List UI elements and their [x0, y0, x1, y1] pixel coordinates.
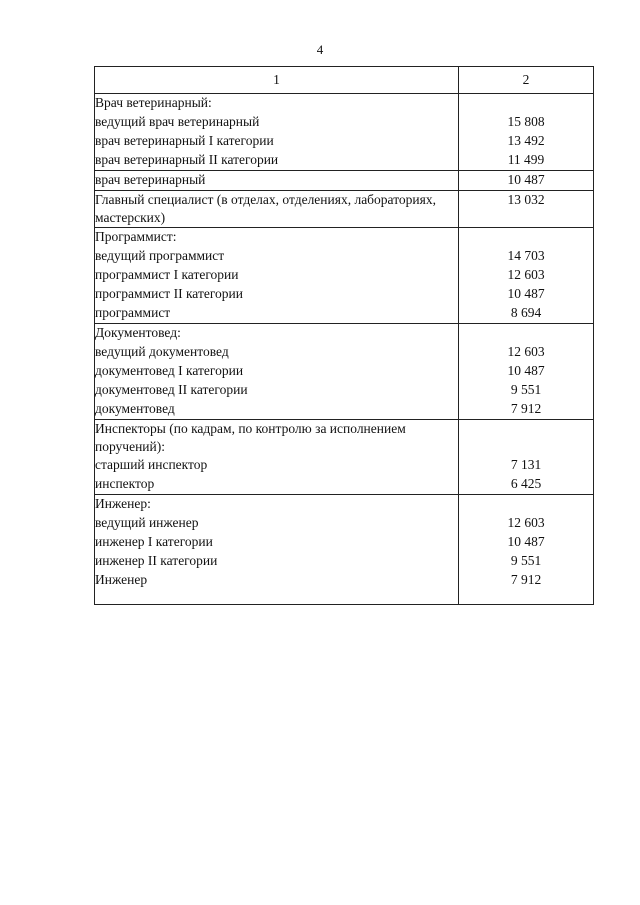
salary-value: 10 487 — [459, 533, 594, 552]
position-name: Инспекторы (по кадрам, по контролю за исполнением поручений): — [95, 420, 459, 457]
table-row — [95, 420, 594, 457]
spacer-cell — [459, 590, 594, 605]
table-row — [95, 495, 594, 515]
table-row — [95, 475, 594, 495]
salary-value — [459, 94, 594, 114]
table-row — [95, 132, 594, 151]
position-name: Документовед: — [95, 324, 459, 344]
spacer-cell — [95, 590, 459, 605]
salary-value: 11 499 — [459, 151, 594, 171]
salary-value — [459, 228, 594, 248]
position-name: инженер I категории — [95, 533, 459, 552]
salary-value — [459, 495, 594, 515]
table-row — [95, 571, 594, 590]
table-row — [95, 285, 594, 304]
header-col-2: 2 — [459, 67, 594, 94]
salary-value: 10 487 — [459, 171, 594, 191]
table-row — [95, 324, 594, 344]
position-name: Врач ветеринарный: — [95, 94, 459, 114]
salary-value: 12 603 — [459, 514, 594, 533]
header-col-1: 1 — [95, 67, 459, 94]
position-name: документовед II категории — [95, 381, 459, 400]
position-name: ведущий документовед — [95, 343, 459, 362]
table-row — [95, 113, 594, 132]
table-group — [95, 495, 594, 605]
table-row — [95, 171, 594, 191]
table-row — [95, 533, 594, 552]
salary-table — [94, 66, 594, 605]
salary-value: 8 694 — [459, 304, 594, 324]
table-row — [95, 343, 594, 362]
table-group — [95, 94, 594, 171]
table-row — [95, 381, 594, 400]
position-name: ведущий программист — [95, 247, 459, 266]
salary-value — [459, 324, 594, 344]
table-row — [95, 228, 594, 248]
salary-value: 6 425 — [459, 475, 594, 495]
position-name: инспектор — [95, 475, 459, 495]
table-row — [95, 151, 594, 171]
table-row — [95, 266, 594, 285]
table-row — [95, 304, 594, 324]
position-name: врач ветеринарный II категории — [95, 151, 459, 171]
position-name: врач ветеринарный — [95, 171, 459, 191]
position-name: Программист: — [95, 228, 459, 248]
position-name: ведущий врач ветеринарный — [95, 113, 459, 132]
table-row — [95, 94, 594, 114]
table-group — [95, 191, 594, 228]
position-name: ведущий инженер — [95, 514, 459, 533]
table-header — [95, 67, 594, 94]
salary-value: 10 487 — [459, 285, 594, 304]
salary-value: 12 603 — [459, 343, 594, 362]
position-name: Главный специалист (в отделах, отделениях, лабораториях, мастерских) — [95, 191, 459, 228]
table-row — [95, 362, 594, 381]
position-name: программист — [95, 304, 459, 324]
position-name: программист II категории — [95, 285, 459, 304]
salary-value: 7 912 — [459, 571, 594, 590]
position-name: врач ветеринарный I категории — [95, 132, 459, 151]
salary-value: 15 808 — [459, 113, 594, 132]
position-name: документовед — [95, 400, 459, 420]
table-spacer — [95, 590, 594, 605]
table-row — [95, 552, 594, 571]
table-row — [95, 456, 594, 475]
salary-value: 13 032 — [459, 191, 594, 228]
salary-value: 14 703 — [459, 247, 594, 266]
salary-value: 12 603 — [459, 266, 594, 285]
salary-value: 9 551 — [459, 552, 594, 571]
table-group — [95, 228, 594, 324]
salary-value: 9 551 — [459, 381, 594, 400]
table-row — [95, 247, 594, 266]
position-name: документовед I категории — [95, 362, 459, 381]
position-name: старший инспектор — [95, 456, 459, 475]
salary-value — [459, 420, 594, 457]
table-row — [95, 400, 594, 420]
table-group — [95, 171, 594, 191]
header-row — [95, 67, 594, 94]
table-group — [95, 324, 594, 420]
salary-value: 10 487 — [459, 362, 594, 381]
page-number: 4 — [316, 42, 324, 57]
salary-value: 7 912 — [459, 400, 594, 420]
position-name: инженер II категории — [95, 552, 459, 571]
salary-value: 7 131 — [459, 456, 594, 475]
table-group — [95, 420, 594, 495]
position-name: Инженер — [95, 571, 459, 590]
table-row — [95, 514, 594, 533]
table-row — [95, 191, 594, 228]
position-name: Инженер: — [95, 495, 459, 515]
salary-value: 13 492 — [459, 132, 594, 151]
position-name: программист I категории — [95, 266, 459, 285]
